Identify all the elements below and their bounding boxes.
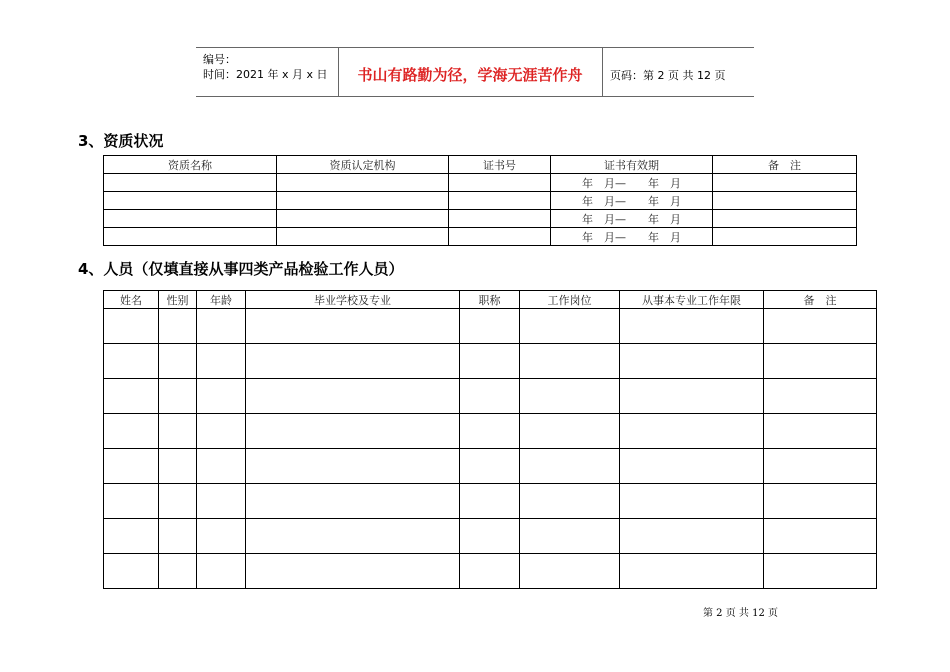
table-cell [764, 554, 877, 589]
header-meta-cell [196, 48, 339, 96]
table-cell [620, 309, 764, 344]
table-cell [460, 484, 520, 519]
personnel-table [103, 290, 877, 589]
column-header: 姓名 [104, 291, 159, 309]
document-time-label: 时间：2021 年 x 月 x 日 [203, 68, 328, 81]
section-4-title: 4、人员（仅填直接从事四类产品检验工作人员） [78, 260, 404, 278]
column-header: 从事本专业工作年限 [620, 291, 764, 309]
table-cell [159, 519, 197, 554]
table-cell [104, 210, 277, 228]
table-cell [197, 449, 246, 484]
table-cell [520, 379, 620, 414]
table-cell [246, 309, 460, 344]
table-cell [460, 379, 520, 414]
column-header: 资质认定机构 [277, 156, 449, 174]
table-cell [104, 414, 159, 449]
table-cell [620, 414, 764, 449]
table-cell [277, 210, 449, 228]
table-cell [764, 344, 877, 379]
page-footer: 第 2 页 共 12 页 [703, 608, 778, 619]
table-cell [764, 449, 877, 484]
table-cell [713, 174, 857, 192]
table-row [104, 414, 877, 449]
table-cell [277, 228, 449, 246]
table-cell [104, 519, 159, 554]
table-cell [246, 519, 460, 554]
column-header: 证书有效期 [551, 156, 713, 174]
table-cell [104, 484, 159, 519]
table-cell [104, 554, 159, 589]
table-row [104, 484, 877, 519]
table-cell [197, 309, 246, 344]
table-cell [159, 344, 197, 379]
table-cell: 年 月— 年 月 [551, 210, 713, 228]
table-header-row [104, 156, 857, 174]
table-cell [246, 449, 460, 484]
table-cell [246, 344, 460, 379]
table-cell [520, 309, 620, 344]
table-cell [764, 484, 877, 519]
table-row [104, 309, 877, 344]
table-cell [620, 484, 764, 519]
table-cell [460, 449, 520, 484]
table-row [104, 379, 877, 414]
table-header-row [104, 291, 877, 309]
table-cell [104, 379, 159, 414]
table-cell [460, 344, 520, 379]
section-3-title: 3、资质状况 [78, 132, 164, 150]
table-cell [520, 554, 620, 589]
table-cell [159, 414, 197, 449]
table-cell [520, 484, 620, 519]
table-cell: 年 月— 年 月 [551, 228, 713, 246]
column-header: 年龄 [197, 291, 246, 309]
column-header: 毕业学校及专业 [246, 291, 460, 309]
header-motto: 书山有路勤为径，学海无涯苦作舟 [357, 66, 583, 84]
table-cell [246, 554, 460, 589]
table-cell [104, 344, 159, 379]
table-cell [460, 309, 520, 344]
table-cell [159, 449, 197, 484]
table-cell [104, 449, 159, 484]
table-row [104, 174, 857, 192]
table-cell [764, 414, 877, 449]
table-cell [197, 519, 246, 554]
table-cell [520, 519, 620, 554]
table-cell [449, 192, 551, 210]
table-cell [159, 379, 197, 414]
table-cell: 年 月— 年 月 [551, 192, 713, 210]
table-cell [197, 554, 246, 589]
table-cell [620, 519, 764, 554]
table-cell [460, 414, 520, 449]
table-cell [460, 519, 520, 554]
table-cell [277, 174, 449, 192]
table-cell [764, 379, 877, 414]
qualification-table [103, 155, 857, 246]
table-cell [520, 414, 620, 449]
table-row [104, 519, 877, 554]
column-header: 资质名称 [104, 156, 277, 174]
column-header: 备 注 [713, 156, 857, 174]
table-cell [104, 192, 277, 210]
table-cell [460, 554, 520, 589]
table-cell [197, 344, 246, 379]
table-cell [277, 192, 449, 210]
table-cell [104, 174, 277, 192]
table-cell [159, 554, 197, 589]
table-cell [246, 379, 460, 414]
table-row [104, 344, 877, 379]
table-cell [159, 484, 197, 519]
header-motto-cell [338, 48, 603, 96]
table-row [104, 554, 877, 589]
table-cell [713, 228, 857, 246]
table-cell: 年 月— 年 月 [551, 174, 713, 192]
table-cell [713, 210, 857, 228]
table-cell [246, 484, 460, 519]
table-cell [197, 379, 246, 414]
table-row [104, 449, 877, 484]
page-header [196, 47, 754, 97]
table-cell [449, 174, 551, 192]
table-cell [159, 309, 197, 344]
table-cell [449, 210, 551, 228]
column-header: 职称 [460, 291, 520, 309]
table-cell [620, 344, 764, 379]
column-header: 备 注 [764, 291, 877, 309]
column-header: 性别 [159, 291, 197, 309]
column-header: 证书号 [449, 156, 551, 174]
table-cell [520, 344, 620, 379]
table-cell [104, 309, 159, 344]
table-cell [197, 484, 246, 519]
table-row [104, 210, 857, 228]
column-header: 工作岗位 [520, 291, 620, 309]
table-cell [620, 554, 764, 589]
table-cell [620, 379, 764, 414]
table-cell [764, 519, 877, 554]
table-cell [713, 192, 857, 210]
table-cell [620, 449, 764, 484]
table-row [104, 228, 857, 246]
table-row [104, 192, 857, 210]
document-number-label: 编号： [203, 53, 236, 66]
table-cell [764, 309, 877, 344]
table-cell [197, 414, 246, 449]
table-cell [246, 414, 460, 449]
table-cell [520, 449, 620, 484]
header-page-code: 页码：第 2 页 共 12 页 [610, 69, 726, 82]
table-cell [449, 228, 551, 246]
table-cell [104, 228, 277, 246]
